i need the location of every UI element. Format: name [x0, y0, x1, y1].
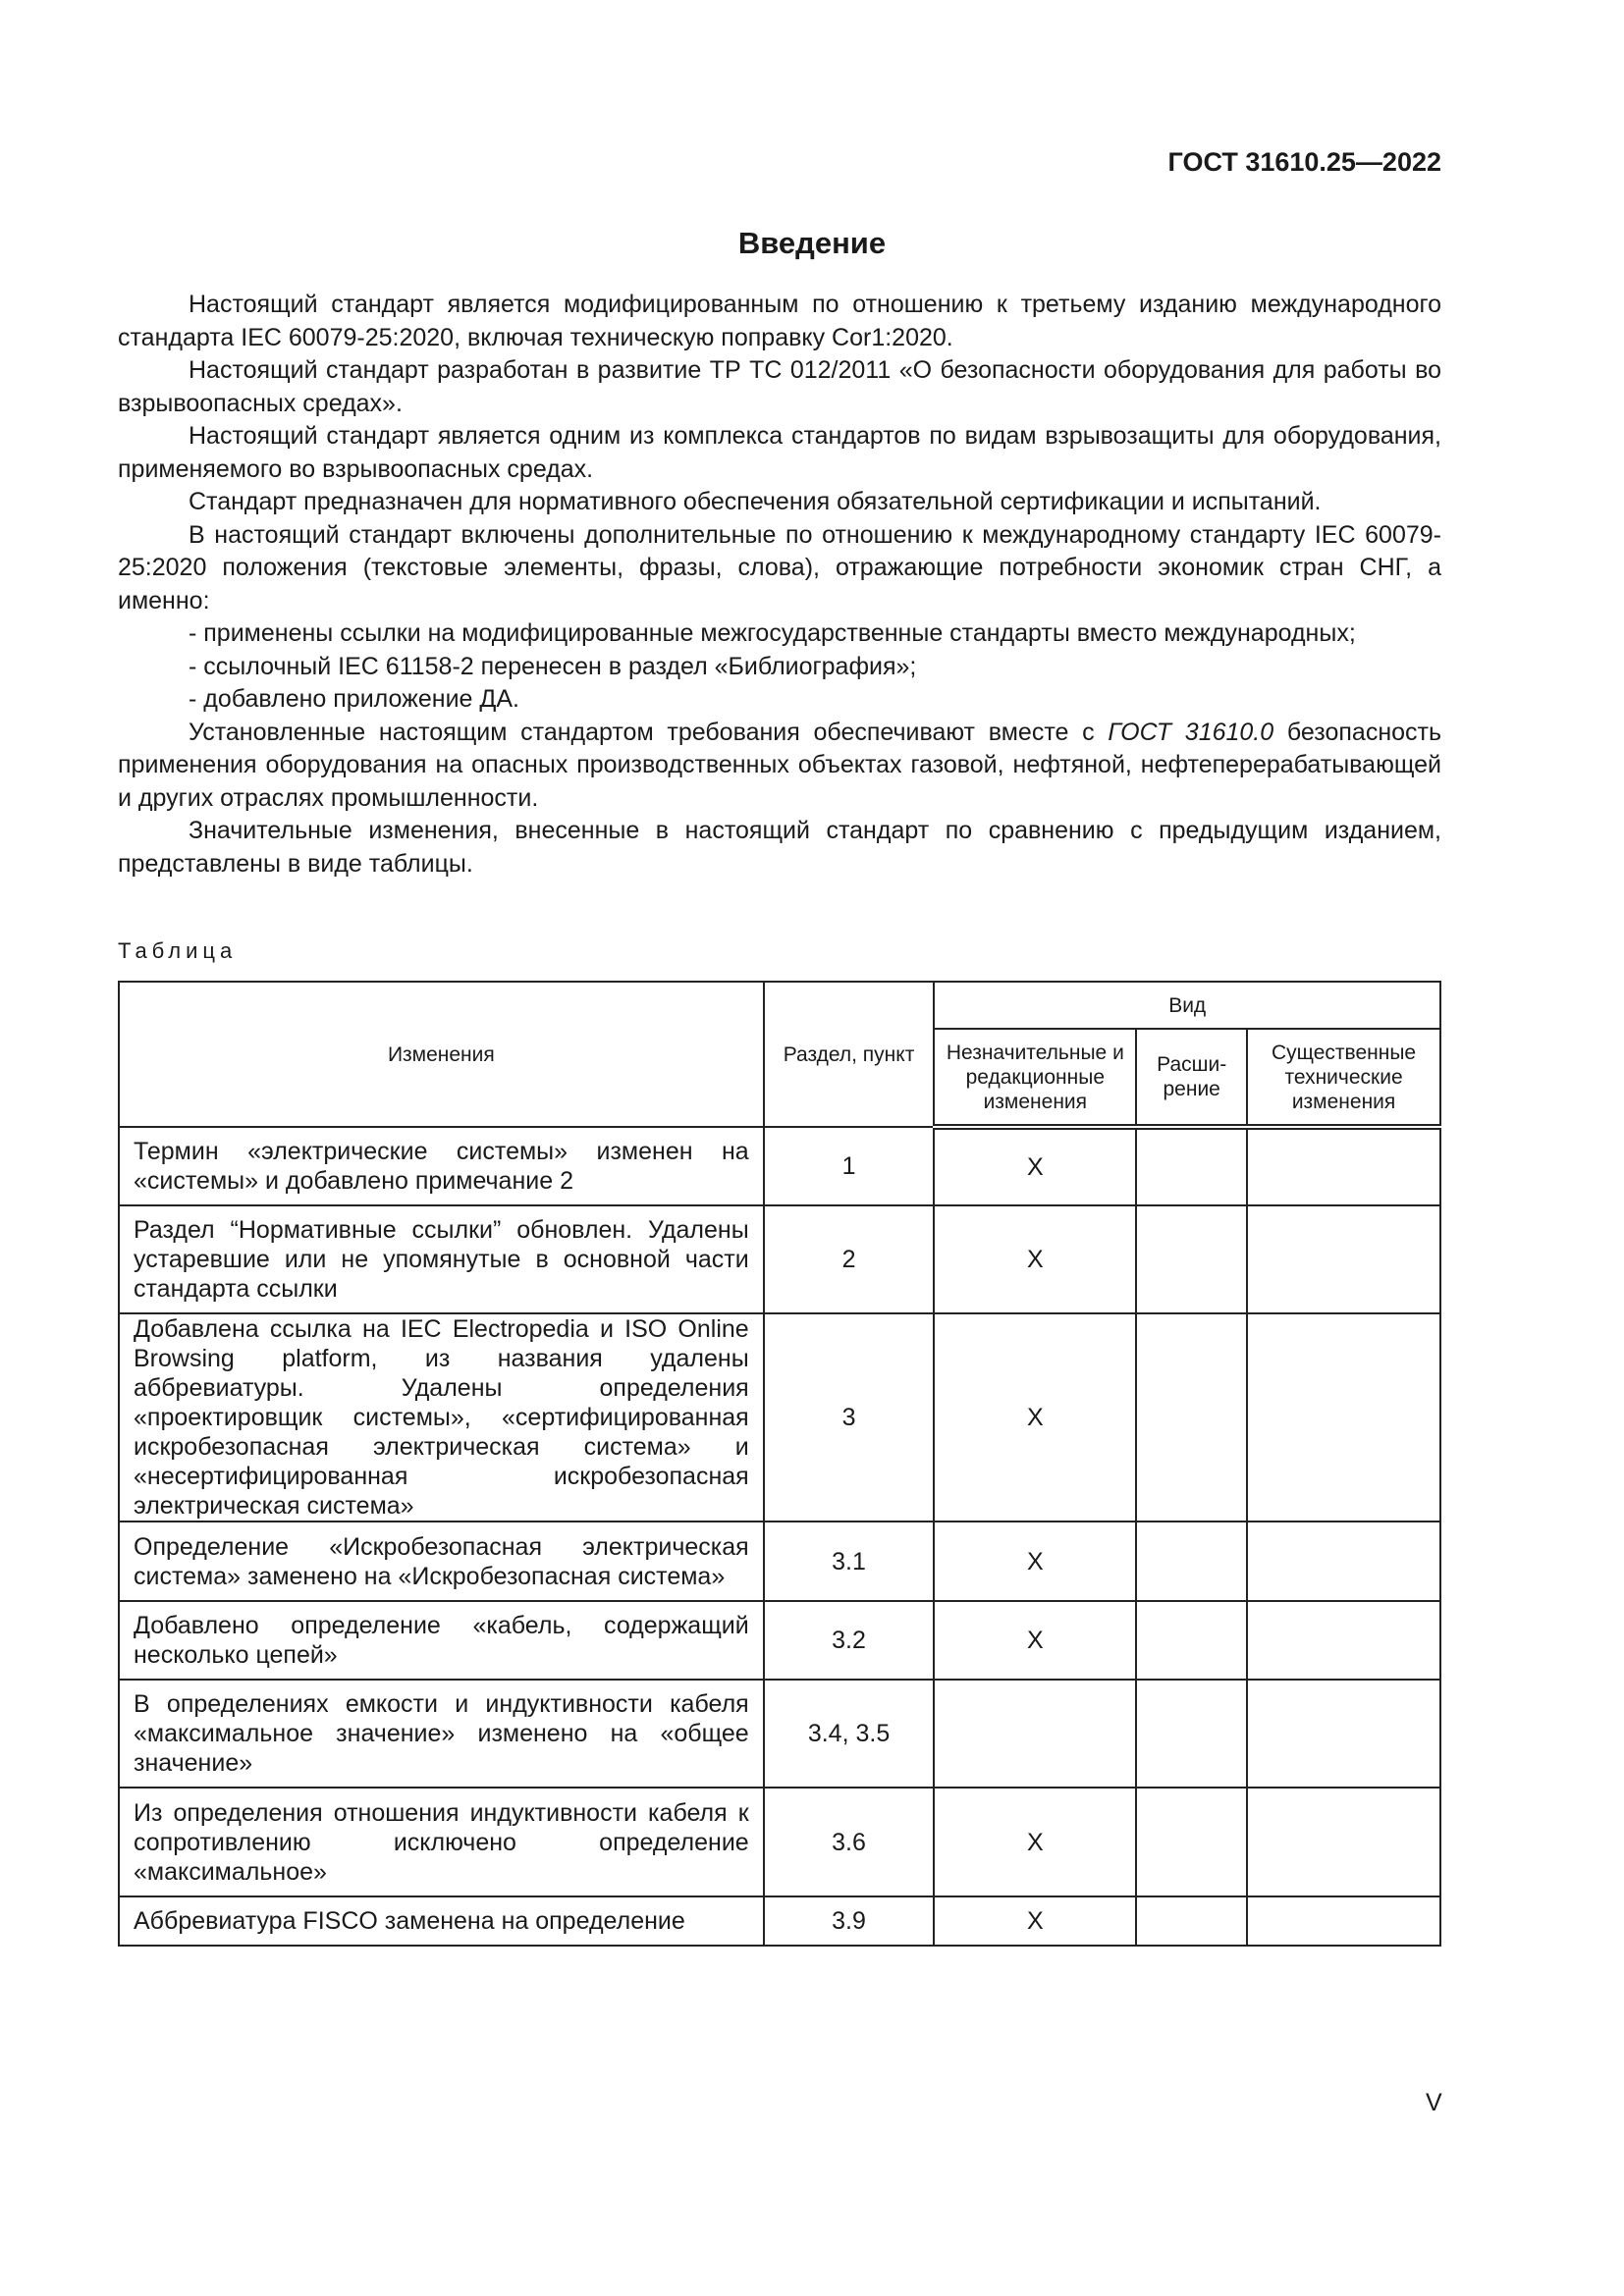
- minor-cell: X: [934, 1601, 1136, 1680]
- technical-cell: [1247, 1680, 1440, 1788]
- table-row: [119, 1601, 1440, 1680]
- section-cell: 3: [764, 1313, 935, 1522]
- table-row: [119, 1896, 1440, 1946]
- header-section: Раздел, пункт: [764, 982, 935, 1127]
- extension-cell: [1136, 1788, 1247, 1896]
- minor-cell: X: [934, 1313, 1136, 1522]
- extension-cell: [1136, 1680, 1247, 1788]
- section-cell: 3.6: [764, 1788, 935, 1896]
- paragraph: Настоящий стандарт является одним из комплекса стандартов по видам взрывозащиты для оборудования, применяемого во взрывоопасных средах.: [118, 422, 1441, 483]
- page-number: V: [1426, 2089, 1442, 2116]
- list-item: - применены ссылки на модифицированные межгосударственные стандарты вместо международных;: [189, 619, 1356, 647]
- extension-cell: [1136, 1313, 1247, 1522]
- minor-cell: X: [934, 1205, 1136, 1313]
- table-row: [119, 1680, 1440, 1788]
- extension-cell: [1136, 1127, 1247, 1205]
- change-cell: Раздел “Нормативные ссылки” обновлен. Удалены устаревшие или не упомянутые в основной части стандарта ссылки: [119, 1205, 764, 1313]
- table-row: [119, 1788, 1440, 1896]
- paragraph: Значительные изменения, внесенные в настоящий стандарт по сравнению с предыдущим изданием, представлены в виде таблицы.: [118, 817, 1441, 878]
- introduction-text: [118, 289, 1441, 881]
- minor-cell: X: [934, 1127, 1136, 1205]
- paragraph: Стандарт предназначен для нормативного обеспечения обязательной сертификации и испытаний.: [189, 488, 1322, 515]
- technical-cell: [1247, 1522, 1440, 1601]
- text: безопасность применения оборудования на опасных производственных объектах газовой, нефтяной, нефтеперерабатывающей и других отраслях промышленности.: [118, 718, 1441, 812]
- gost-reference: ГОСТ 31610.0: [1108, 718, 1274, 746]
- change-cell: Из определения отношения индуктивности кабеля к сопротивлению исключено определение «максимальное»: [119, 1788, 764, 1896]
- minor-cell: X: [934, 1896, 1136, 1946]
- header-kind: Вид: [934, 982, 1440, 1029]
- change-cell: В определениях емкости и индуктивности кабеля «максимальное значение» изменено на «общее значение»: [119, 1680, 764, 1788]
- extension-cell: [1136, 1896, 1247, 1946]
- list-item: - добавлено приложение ДА.: [189, 685, 519, 713]
- change-cell: Добавлено определение «кабель, содержащий несколько цепей»: [119, 1601, 764, 1680]
- technical-cell: [1247, 1788, 1440, 1896]
- section-cell: 3.1: [764, 1522, 935, 1601]
- technical-cell: [1247, 1205, 1440, 1313]
- table-row: [119, 1127, 1440, 1205]
- technical-cell: [1247, 1896, 1440, 1946]
- section-cell: 3.9: [764, 1896, 935, 1946]
- header-minor: Незначительные и редакционные изменения: [934, 1029, 1136, 1127]
- minor-cell: X: [934, 1522, 1136, 1601]
- change-cell: Аббревиатура FISCO заменена на определение: [119, 1896, 764, 1946]
- change-cell: Определение «Искробезопасная электрическая система» заменено на «Искробезопасная система»: [119, 1522, 764, 1601]
- table-row: [119, 1205, 1440, 1313]
- section-cell: 3.2: [764, 1601, 935, 1680]
- document-id: ГОСТ 31610.25—2022: [1167, 147, 1441, 177]
- changes-table: [118, 981, 1441, 1947]
- paragraph: [118, 717, 1441, 816]
- minor-cell: X: [934, 1788, 1136, 1896]
- list-item: - ссылочный IEC 61158-2 перенесен в раздел «Библиография»;: [189, 652, 917, 680]
- header-extension: Расши-рение: [1136, 1029, 1247, 1127]
- paragraph: В настоящий стандарт включены дополнительные по отношению к международному стандарту IEC 60079-25:2020 положения (текстовые элементы, фразы, слова), отражающие потребности экономик стран СНГ, а именно:: [118, 520, 1441, 614]
- change-cell: Добавлена ссылка на IEC Electropedia и ISO Online Browsing platform, из названия удалены аббревиатуры. Удалены определения «проектировщик системы», «сертифицированная искробезопасная электрическая система» и «несертифицированная искробезопасная электрическая система»: [119, 1313, 764, 1522]
- paragraph: Настоящий стандарт является модифицированным по отношению к третьему изданию международного стандарта IEC 60079-25:2020, включая техническую поправку Cor1:2020.: [118, 291, 1441, 351]
- technical-cell: [1247, 1601, 1440, 1680]
- paragraph: Настоящий стандарт разработан в развитие ТР ТС 012/2011 «О безопасности оборудования для работы во взрывоопасных средах».: [118, 356, 1441, 417]
- minor-cell: [934, 1680, 1136, 1788]
- change-cell: Термин «электрические системы» изменен на «системы» и добавлено примечание 2: [119, 1127, 764, 1205]
- extension-cell: [1136, 1205, 1247, 1313]
- text: Установленные настоящим стандартом требования обеспечивают вместе с: [189, 718, 1109, 746]
- section-cell: 3.4, 3.5: [764, 1680, 935, 1788]
- technical-cell: [1247, 1127, 1440, 1205]
- header-technical: Существенные технические изменения: [1247, 1029, 1440, 1127]
- section-cell: 2: [764, 1205, 935, 1313]
- table-caption: Таблица: [118, 938, 238, 963]
- extension-cell: [1136, 1601, 1247, 1680]
- table-row: [119, 1313, 1440, 1522]
- header-changes: Изменения: [119, 982, 764, 1127]
- extension-cell: [1136, 1522, 1247, 1601]
- table-row: [119, 1522, 1440, 1601]
- technical-cell: [1247, 1313, 1440, 1522]
- section-title: Введение: [737, 226, 887, 260]
- section-cell: 1: [764, 1127, 935, 1205]
